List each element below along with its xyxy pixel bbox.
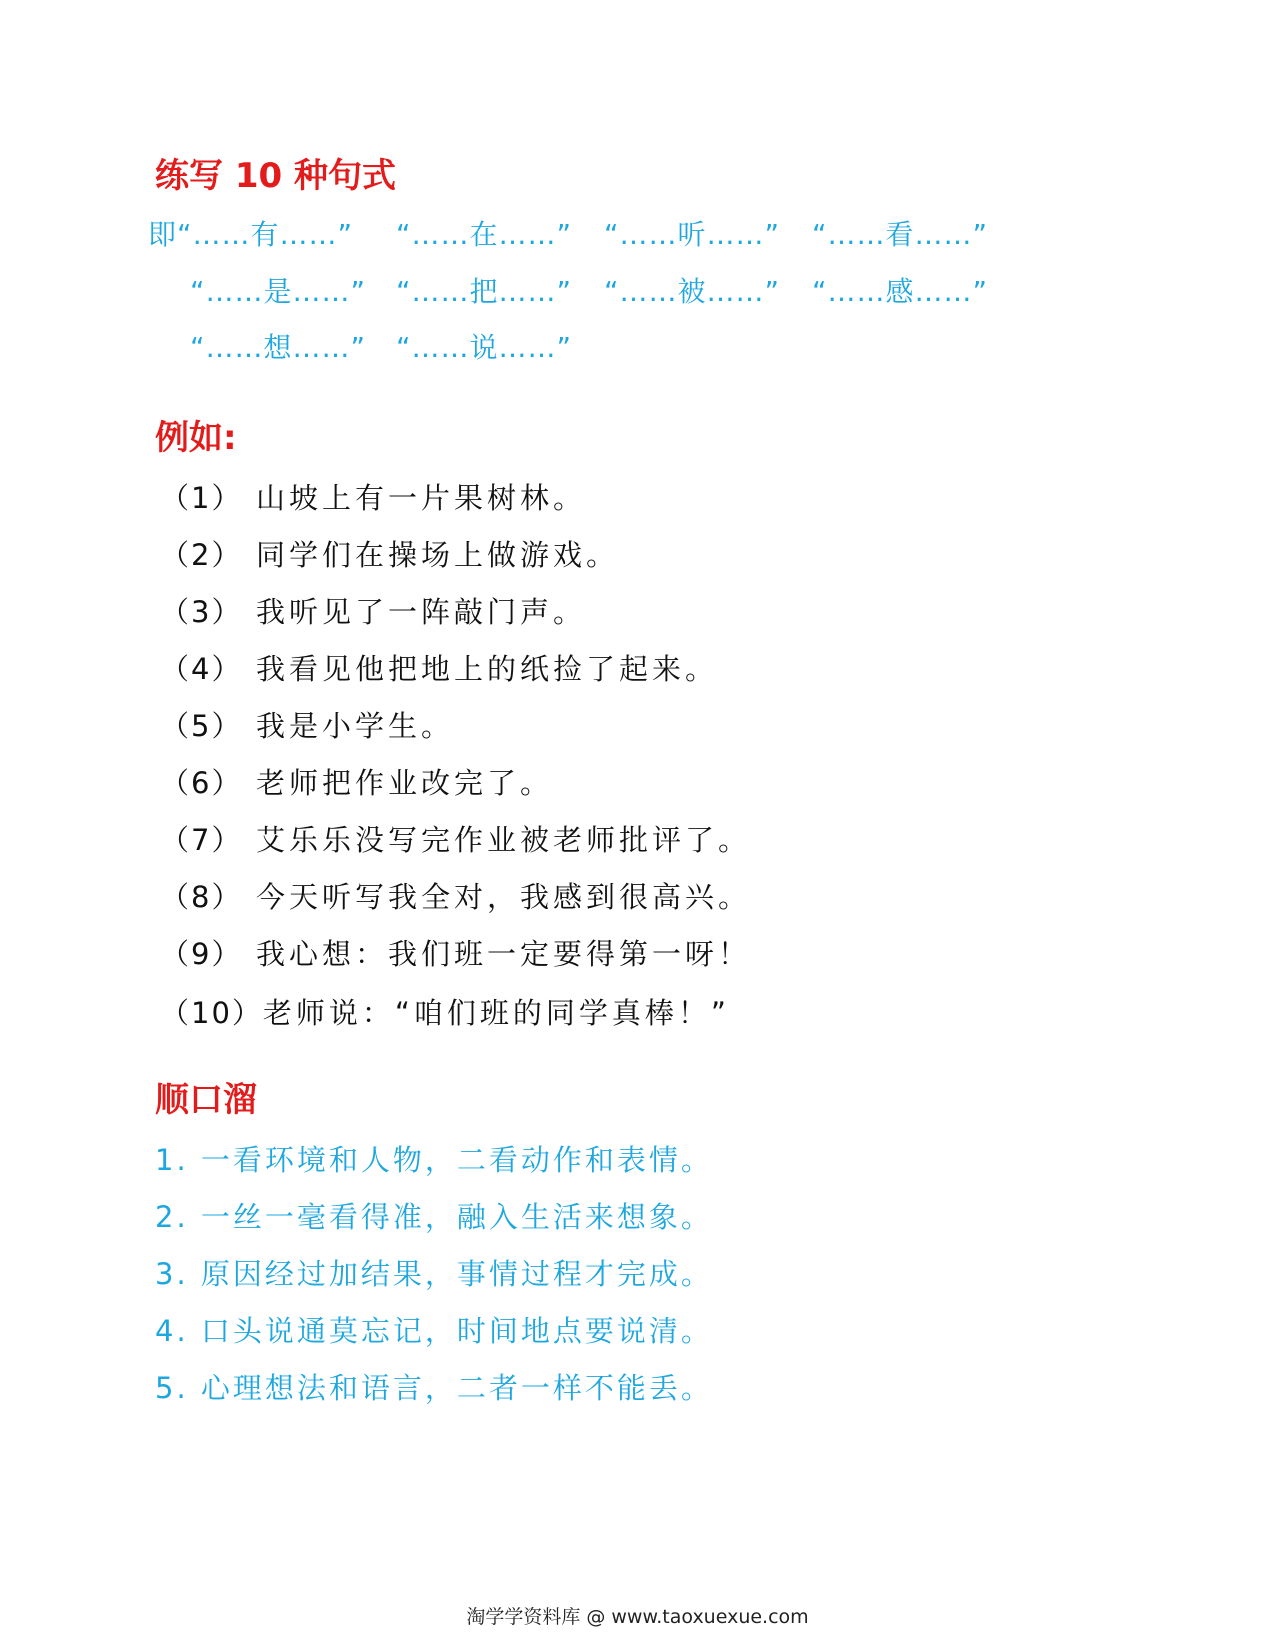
pattern-gan: “……感……”: [812, 275, 989, 308]
example-number: （6）: [160, 766, 243, 800]
rhyme-item-5: 5. 心理想法和语言，二者一样不能丢。: [155, 1371, 713, 1405]
rhyme-item-4: 4. 口头说通莫忘记，时间地点要说清。: [155, 1314, 713, 1348]
pattern-zai: “……在……”: [396, 218, 573, 251]
example-item-5: [160, 706, 454, 746]
pattern-line-1: [148, 215, 988, 255]
example-number: （9）: [160, 937, 243, 971]
example-text: 我看见他把地上的纸捡了起来。: [256, 652, 719, 686]
example-number: （2）: [160, 538, 243, 572]
pattern-ba: “……把……”: [396, 275, 573, 308]
example-item-3: [160, 592, 586, 632]
example-text: 我心想：我们班一定要得第一呀！: [256, 937, 752, 971]
example-number: （3）: [160, 595, 243, 629]
example-text: 我是小学生。: [256, 709, 455, 743]
example-item-6: [160, 763, 553, 803]
example-text: 我听见了一阵敲门声。: [256, 595, 587, 629]
pattern-shuo: “……说……”: [396, 331, 573, 364]
section-title-examples: 例如:: [155, 418, 237, 458]
example-text: 艾乐乐没写完作业被老师批评了。: [256, 823, 752, 857]
example-item-8: [160, 877, 751, 917]
pattern-line-2: [190, 272, 988, 312]
example-item-1: [160, 478, 586, 518]
rhyme-item-3: 3. 原因经过加结果，事情过程才完成。: [155, 1257, 713, 1291]
example-item-2: [160, 535, 619, 575]
example-item-10: [160, 993, 730, 1033]
section-title-sentence-patterns: 练写 10 种句式: [155, 156, 396, 196]
example-number: （7）: [160, 823, 243, 857]
example-text: 老师把作业改完了。: [256, 766, 554, 800]
pattern-shi: “……是……”: [190, 275, 367, 308]
example-text: 老师说：“咱们班的同学真棒！”: [262, 996, 730, 1030]
rhyme-item-2: 2. 一丝一毫看得准，融入生活来想象。: [155, 1200, 713, 1234]
pattern-you: 即“……有……”: [148, 218, 354, 251]
rhyme-item-1: 1. 一看环境和人物，二看动作和表情。: [155, 1143, 713, 1177]
example-text: 今天听写我全对，我感到很高兴。: [256, 880, 752, 914]
pattern-ting: “……听……”: [604, 218, 781, 251]
example-item-4: [160, 649, 718, 689]
example-number: （1）: [160, 481, 243, 515]
section-title-rhyme: 顺口溜: [155, 1080, 257, 1120]
example-number: （8）: [160, 880, 243, 914]
example-item-7: [160, 820, 751, 860]
example-text: 同学们在操场上做游戏。: [256, 538, 620, 572]
example-item-9: [160, 934, 751, 974]
example-number: （4）: [160, 652, 243, 686]
example-number: （10）: [160, 996, 263, 1030]
pattern-kan: “……看……”: [812, 218, 989, 251]
pattern-xiang: “……想……”: [190, 331, 367, 364]
example-number: （5）: [160, 709, 243, 743]
example-text: 山坡上有一片果树林。: [256, 481, 587, 515]
pattern-bei: “……被……”: [604, 275, 781, 308]
footer-watermark: 淘学学资料库 @ www.taoxuexue.com: [466, 1606, 809, 1628]
pattern-line-3: [190, 328, 572, 368]
